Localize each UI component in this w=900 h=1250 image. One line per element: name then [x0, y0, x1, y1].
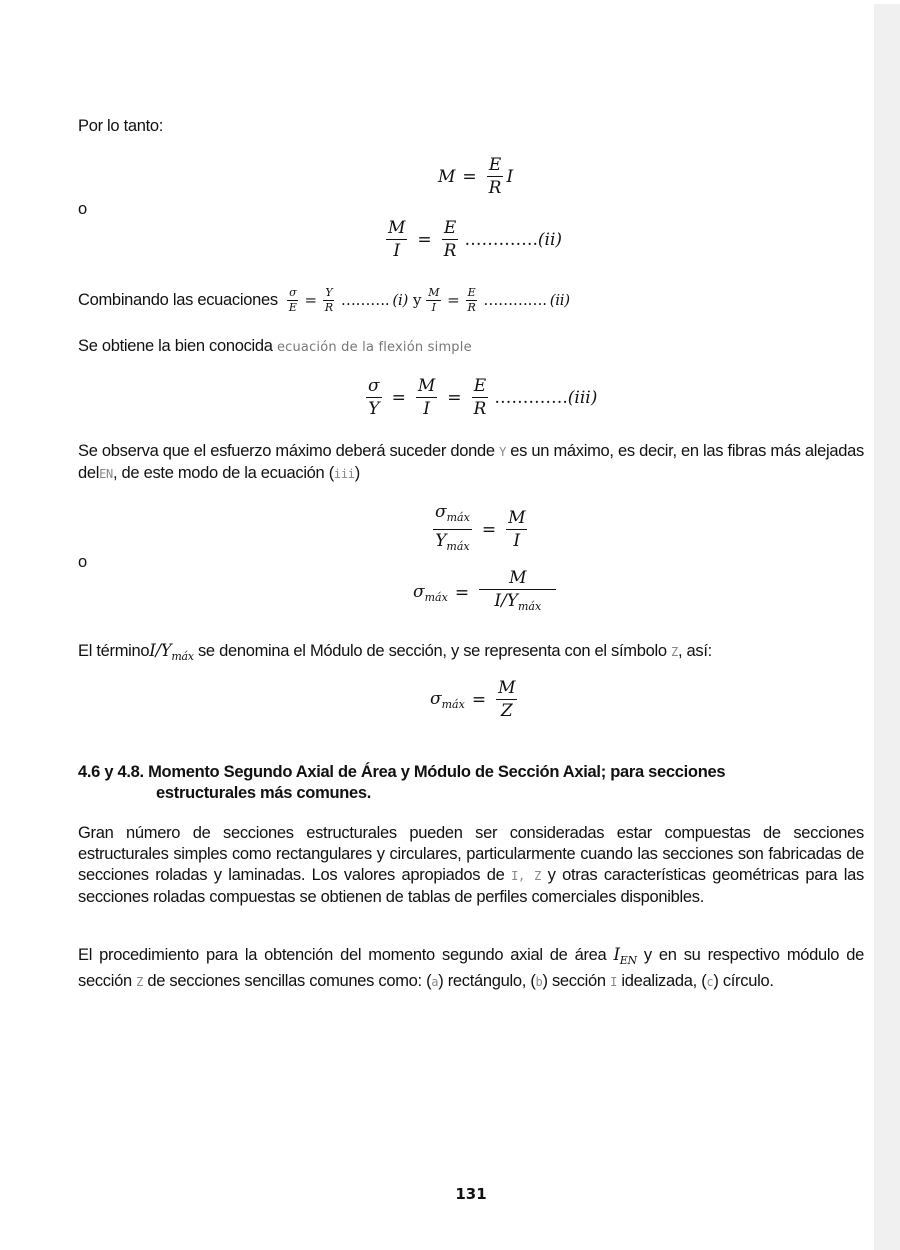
eq5-den-sub: máx [518, 600, 542, 613]
comb-dots1: ………. [340, 291, 390, 309]
observe-part4: ) [354, 464, 360, 482]
symbol-i-en-sub: EN [619, 954, 637, 967]
label-b: b [535, 975, 543, 989]
label-a: a [431, 975, 439, 989]
obtains-line [78, 336, 864, 358]
symbol-z: Z [671, 645, 678, 659]
equation-sigma-max-section: $\sigma_{máx}$ = $\frac{M}{I/Y_{máx}}$ [413, 568, 559, 617]
comb-dots2: …………. [483, 291, 547, 309]
symbol-en: EN [99, 467, 113, 481]
para2-part5: ) sección [542, 972, 606, 990]
eq4-den1: Y [435, 531, 447, 551]
eq2-dots: …………. [464, 229, 538, 250]
eq3-tag: (iii) [567, 387, 598, 408]
equation-sigma-max-z: $\sigma_{máx}$ = $\frac{M}{Z}$ [430, 678, 516, 721]
label-c: c [706, 975, 714, 989]
paragraph-structural-sections [78, 823, 864, 908]
connector-o-1: o [78, 200, 87, 218]
eq2-tag: (ii) [537, 229, 563, 250]
comb-f1-den: E [288, 301, 297, 314]
combining-text: Combinando las ecuaciones [78, 291, 278, 309]
eq5-lhs-sub: máx [424, 590, 448, 604]
eq3-n3: E [473, 376, 487, 396]
eq3-d2: I [423, 399, 430, 419]
symbol-y: Y [499, 445, 506, 459]
eq2-den1: I [393, 241, 401, 261]
para1-part1: Gran número de secciones estructurales pueden ser consideradas estar compuestas de secciones estructurales simples como rectangulares y circulares, particularmente cuando las secciones son fabricadas de secciones roladas y laminadas. Los valores apropiados de [78, 824, 864, 884]
observe-paragraph [78, 441, 864, 485]
eq5-den: I/Y [494, 591, 518, 611]
section-heading [78, 762, 864, 804]
comb-and: y [413, 291, 422, 309]
eq6-lhs-sub: máx [441, 697, 465, 711]
eq4-den2: I [513, 531, 521, 551]
eq1-num: E [488, 155, 502, 175]
observe-part3: , de este modo de la ecuación ( [112, 464, 334, 482]
comb-f2-den: R [324, 301, 333, 314]
eq4-num2: M [508, 508, 526, 528]
eq1-den: R [488, 178, 502, 198]
comb-tag1: (i) [392, 291, 408, 309]
eq3-n2: M [417, 376, 436, 396]
symbol-i-z: I, Z [511, 869, 542, 883]
eq1-lhs: M [438, 166, 456, 187]
eq4-den1-sub: máx [446, 540, 470, 553]
observe-part2: es un máximo, es decir, en las fibras más alejadas del [78, 442, 864, 482]
term-part3: , así: [677, 642, 712, 660]
equation-m-er-i: M = $\frac{E}{R}$ I [438, 155, 514, 198]
eq3-d1: Y [368, 399, 380, 419]
term-paragraph [78, 640, 864, 667]
eq6-lhs: σ [430, 688, 442, 709]
para2-part2: y en su respectivo módulo de sección [78, 946, 864, 990]
eq6-num: M [498, 678, 516, 698]
eq2-num1: M [388, 218, 406, 238]
equation-iii: $\frac{\sigma}{Y}$ = $\frac{M}{I}$ = $\frac{E}{R}$ …………. (iii) [368, 376, 598, 419]
eq4-num1: σ [435, 502, 447, 522]
comb-f4-num: E [467, 286, 476, 299]
page-number: 131 [455, 1185, 487, 1203]
para1-part2: y otras características geométricas para las secciones roladas compuestas se obtienen de tablas de perfiles comerciales disponibles. [78, 866, 864, 906]
para2-part4: ) rectángulo, ( [438, 972, 536, 990]
eq3-d3: R [473, 399, 487, 419]
heading-line2: estructurales más comunes. [156, 784, 372, 802]
comb-tag2: (ii) [549, 291, 570, 309]
para2-part3: de secciones sencillas comunes como: ( [147, 972, 432, 990]
para2-part1: El procedimiento para la obtención del momento segundo axial de área [78, 946, 607, 964]
observe-part1: Se observa que el esfuerzo máximo deberá suceder donde [78, 442, 495, 460]
eq1-tail: I [506, 166, 514, 187]
para2-part7: ) círculo. [713, 972, 774, 990]
symbol-i-en: I [613, 945, 620, 964]
equation-sigma-max-ratio: $\frac{\sigma_{máx}}{Y_{máx}}$ = $\frac{M}{I}$ [435, 502, 526, 553]
eq3-dots: …………. [494, 387, 568, 408]
symbol-i-2: I [610, 975, 618, 989]
comb-f2-num: Y [325, 286, 333, 299]
term-expr: I/Y [149, 641, 172, 660]
paragraph-procedure [78, 944, 864, 993]
para2-part6: idealizada, ( [621, 972, 707, 990]
symbol-z-2: Z [136, 975, 144, 989]
eq2-num2: E [443, 218, 457, 238]
obtains-text: Se obtiene la bien conocida [78, 337, 273, 355]
intro-text: Por lo tanto: [78, 117, 164, 135]
comb-f1-num: σ [289, 286, 297, 299]
heading-number: 4.6 y 4.8. [78, 763, 144, 781]
connector-o-2: o [78, 553, 87, 571]
term-expr-sub: máx [171, 650, 194, 663]
eq6-den: Z [500, 701, 513, 721]
side-strip [874, 4, 900, 1250]
eq3-n1: σ [368, 376, 380, 396]
heading-line1: Momento Segundo Axial de Área y Módulo de Sección Axial; para secciones [148, 763, 726, 781]
equation-ii: $\frac{M}{I}$ = $\frac{E}{R}$ …………. (ii) [388, 218, 563, 261]
symbol-iii: iii [333, 467, 355, 481]
eq5-num: M [479, 568, 556, 590]
eq5-lhs: σ [413, 581, 425, 602]
eq4-num1-sub: máx [446, 511, 470, 524]
flexion-term: ecuación de la flexión simple [276, 340, 472, 355]
eq2-den2: R [443, 241, 457, 261]
term-part2: se denomina el Módulo de sección, y se representa con el símbolo [197, 642, 667, 660]
comb-f3-num: M [428, 286, 440, 299]
comb-f4-den: R [467, 301, 476, 314]
term-part1: El término [78, 642, 150, 660]
comb-f3-den: I [431, 301, 436, 314]
combining-line: Combinando las ecuaciones $\frac{\sigma}{E}$ = $\frac{Y}{R}$ ………. (i) y $\frac{M}{I}$ = $\frac{E}{R}$ …………. (ii) [78, 286, 570, 314]
